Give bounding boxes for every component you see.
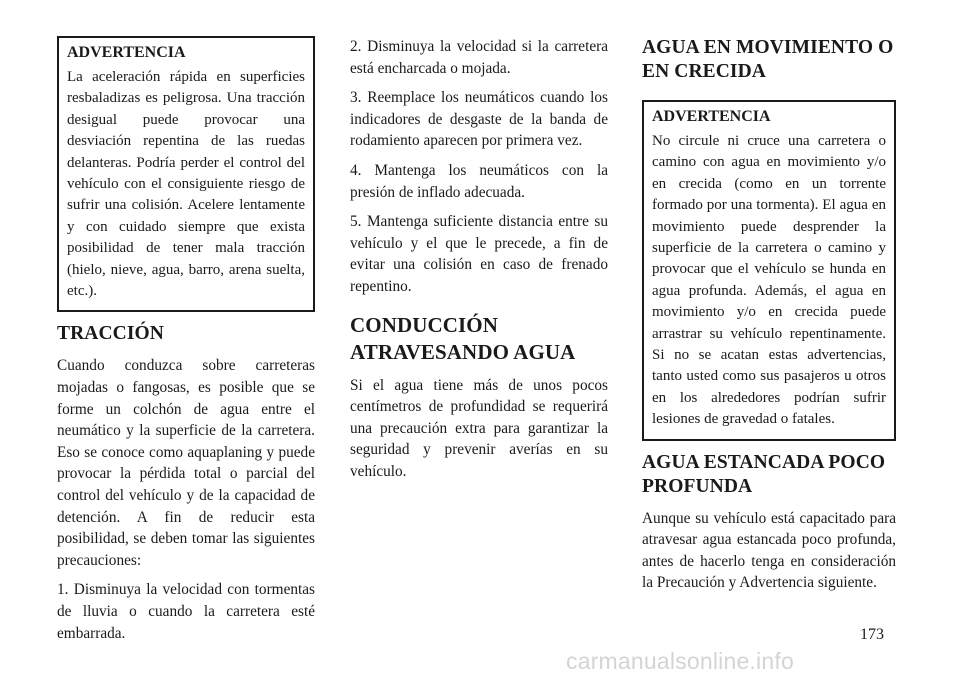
precaution-item-3: 3. Reemplace los neumáticos cuando los indicadores de desgaste de la banda de rodamiento aparecen por primera vez. xyxy=(350,89,608,150)
precaution-item-4: 4. Mantenga los neumáticos con la presión de inflado adecuada. xyxy=(350,161,608,201)
warning-title: ADVERTENCIA xyxy=(67,44,186,61)
section-heading-flowing-water: AGUA EN MOVIMIENTO O EN CRECIDA xyxy=(642,37,894,82)
column-middle xyxy=(350,36,608,483)
shallow-water-paragraph: Aunque su vehículo está capacitado para atravesar agua estancada poco profunda, antes de hacerlo tenga en consideración la Precaución y Advertencia siguiente. xyxy=(642,509,896,592)
column-right xyxy=(642,36,896,594)
precaution-item-5: 5. Mantenga suficiente distancia entre su vehículo y el que le precede, a fin de evitar una colisión en caso de frenado repentino. xyxy=(350,213,608,295)
section-heading-driving-through-water: CONDUCCIÓN ATRAVESANDO AGUA xyxy=(350,312,576,364)
warning-title: ADVERTENCIA xyxy=(652,108,771,125)
precaution-item-2: 2. Disminuya la velocidad si la carretera está encharcada o mojada. xyxy=(350,38,608,77)
warning-box-flowing-water xyxy=(642,100,896,441)
warning-text: La aceleración rápida en superficies resbaladizas es peligrosa. Una tracción desigual puede provocar una desviación repentina de las ruedas delanteras. Podría perder el control del vehículo con el consiguiente riesgo de sufrir una colisión. Acelere lentamente y con cuidado siempre que exista posibilidad de tener mala tracción (hielo, nieve, agua, barro, arena suelta, etc.). xyxy=(67,69,305,300)
warning-box-acceleration xyxy=(57,36,315,312)
page-number: 173 xyxy=(860,626,884,643)
watermark-text: carmanualsonline.info xyxy=(566,648,794,674)
traction-paragraph: Cuando conduzca sobre carreteras mojadas o fangosas, es posible que se forme un colchón de agua entre el neumático y la superficie de la carretera. Eso se conoce como aquaplaning y puede provocar la pérdida total o parcial del control del vehículo y de la capacidad de detención. A fin de reducir esta posibilidad, se deben tomar las siguientes precauciones: xyxy=(57,357,315,569)
column-left xyxy=(57,36,315,652)
section-heading-shallow-water: AGUA ESTANCADA POCO PROFUNDA xyxy=(642,451,886,497)
warning-text: No circule ni cruce una carretera o camino con agua en movimiento y/o en crecida (como en un torrente formado por una tormenta). El agua en movimiento puede desprender la superficie de la carretera o camino y provocar que el vehículo se hunda en agua profunda. Además, el agua en movimiento y/o en crecida puede arrastrar su vehículo repentinamente. Si no se acatan estas advertencias, tanto usted como sus pasajeros u otros en los alrededores podrían sufrir lesiones de gravedad o fatales. xyxy=(652,133,886,428)
driving-through-water-paragraph: Si el agua tiene más de unos pocos centímetros de profundidad se requerirá una precaución extra para garantizar la seguridad y prevenir averías en su vehículo. xyxy=(350,376,608,480)
section-heading-traction: TRACCIÓN xyxy=(57,323,164,345)
precaution-item-1: 1. Disminuya la velocidad con tormentas de lluvia o cuando la carretera esté embarrada. xyxy=(57,581,315,642)
